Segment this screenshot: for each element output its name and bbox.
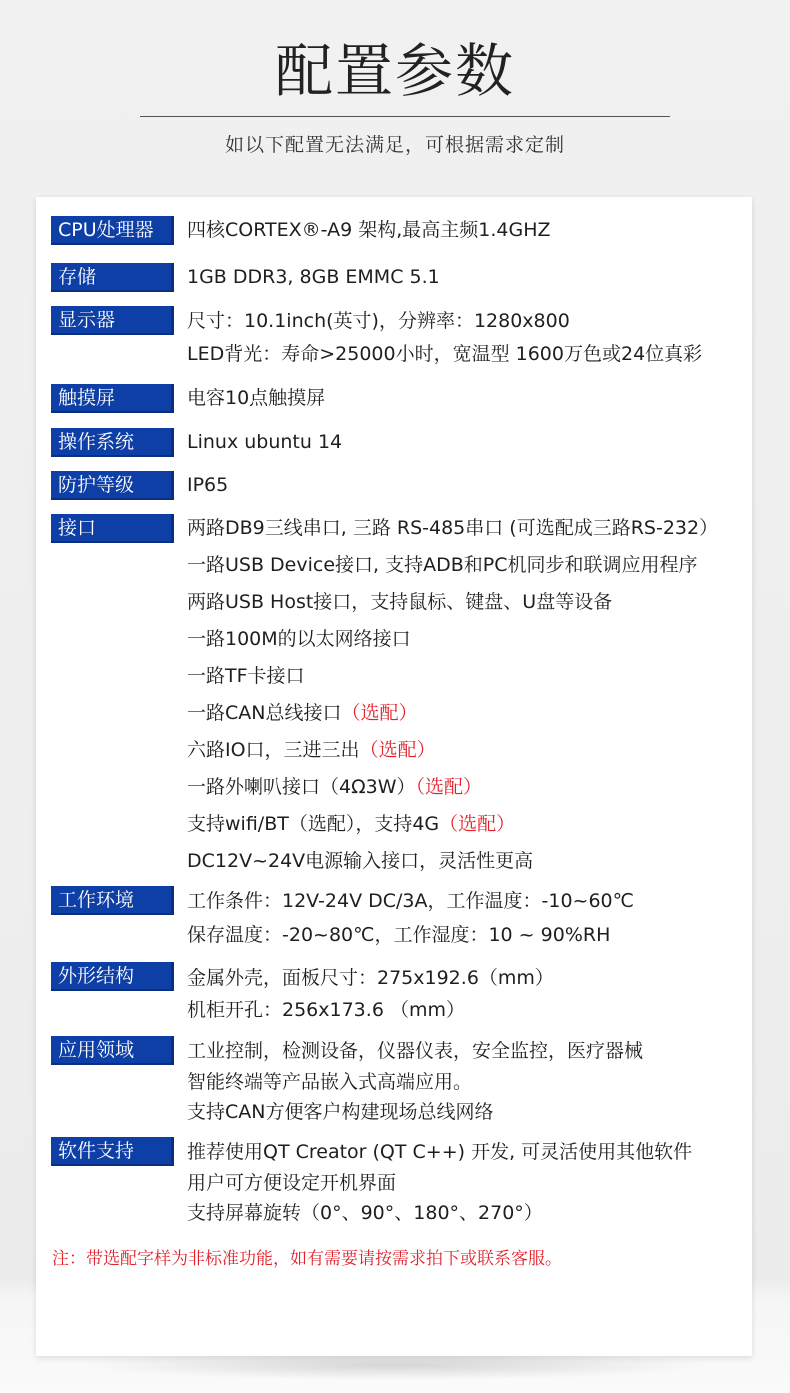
spec-label-storage: 存储 (51, 263, 174, 292)
spec-value-structure-cutout: 机柜开孔：256x173.6 （mm） (187, 999, 465, 1021)
optional-tag: （选配） (439, 813, 516, 835)
spec-value-interface-usb-host: 两路USB Host接口，支持鼠标、键盘、U盘等设备 (187, 591, 613, 613)
spec-label-structure: 外形结构 (51, 962, 174, 991)
spec-value-storage: 1GB DDR3, 8GB EMMC 5.1 (187, 266, 440, 288)
spec-value-interface-can (187, 698, 418, 728)
spec-value-software-2: 用户可方便设定开机界面 (187, 1172, 397, 1194)
spec-value-cpu: 四核CORTEX®-A9 架构,最高主频1.4GHZ (187, 219, 551, 241)
spec-value-environment-storage: 保存温度：-20~80℃，工作湿度：10 ~ 90%RH (187, 924, 611, 946)
spec-label-environment: 工作环境 (51, 886, 174, 915)
spec-value-touch: 电容10点触摸屏 (187, 387, 326, 409)
spec-value-protection: IP65 (187, 474, 229, 496)
spec-label-display: 显示器 (51, 306, 174, 335)
optional-tag: （选配） (359, 739, 436, 761)
spec-value-interface-speaker (187, 772, 482, 802)
spec-value-interface-usb-device: 一路USB Device接口, 支持ADB和PC机同步和联调应用程序 (187, 554, 698, 576)
spec-value-software-1: 推荐使用QT Creator (QT C++) 开发, 可灵活使用其他软件 (187, 1141, 693, 1163)
optional-tag: （选配） (341, 702, 418, 724)
spec-label-os: 操作系统 (51, 428, 174, 457)
spec-label-software: 软件支持 (51, 1137, 174, 1166)
footnote: 注：带选配字样为非标准功能，如有需要请按需求拍下或联系客服。 (52, 1249, 562, 1269)
spec-label-interfaces: 接口 (51, 514, 174, 543)
interface-speaker-text: 一路外喇叭接口（4Ω3W） (187, 776, 416, 798)
spec-value-applications-2: 智能终端等产品嵌入式高端应用。 (187, 1071, 473, 1093)
spec-value-interface-tf: 一路TF卡接口 (187, 665, 305, 687)
interface-can-text: 一路CAN总线接口 (187, 702, 342, 724)
spec-value-os: Linux ubuntu 14 (187, 431, 343, 453)
optional-tag: （选配） (415, 776, 482, 798)
spec-value-display-size: 尺寸：10.1inch(英寸)，分辨率：1280x800 (187, 310, 570, 332)
page-subtitle: 如以下配置无法满足，可根据需求定制 (224, 134, 565, 156)
interface-io-text: 六路IO口，三进三出 (187, 739, 360, 761)
spec-value-environment-working: 工作条件：12V-24V DC/3A，工作温度：-10~60℃ (187, 890, 634, 912)
spec-value-interface-serial: 两路DB9三线串口, 三路 RS-485串口 (可选配成三路RS-232） (187, 517, 719, 539)
spec-value-interface-wireless (187, 809, 515, 839)
spec-value-applications-3: 支持CAN方便客户构建现场总线网络 (187, 1101, 494, 1123)
spec-value-applications-1: 工业控制，检测设备，仪器仪表，安全监控，医疗器械 (187, 1040, 644, 1062)
spec-label-touch: 触摸屏 (51, 384, 174, 413)
spec-value-structure-panel: 金属外壳，面板尺寸：275x192.6（mm） (187, 967, 554, 989)
spec-label-protection: 防护等级 (51, 471, 174, 500)
spec-value-display-backlight: LED背光：寿命>25000小时，宽温型 1600万色或24位真彩 (187, 343, 703, 365)
spec-value-interface-io (187, 735, 436, 765)
spec-value-interface-ethernet: 一路100M的以太网络接口 (187, 628, 411, 650)
spec-value-software-3: 支持屏幕旋转（0°、90°、180°、270°） (187, 1202, 543, 1224)
spec-label-applications: 应用领域 (51, 1036, 174, 1065)
spec-label-cpu: CPU处理器 (51, 216, 174, 245)
page-title: 配置参数 (274, 37, 515, 105)
title-divider (140, 116, 670, 117)
interface-wireless-text: 支持wifi/BT（选配），支持4G (187, 813, 440, 835)
spec-value-interface-power: DC12V~24V电源输入接口，灵活性更高 (187, 850, 534, 872)
